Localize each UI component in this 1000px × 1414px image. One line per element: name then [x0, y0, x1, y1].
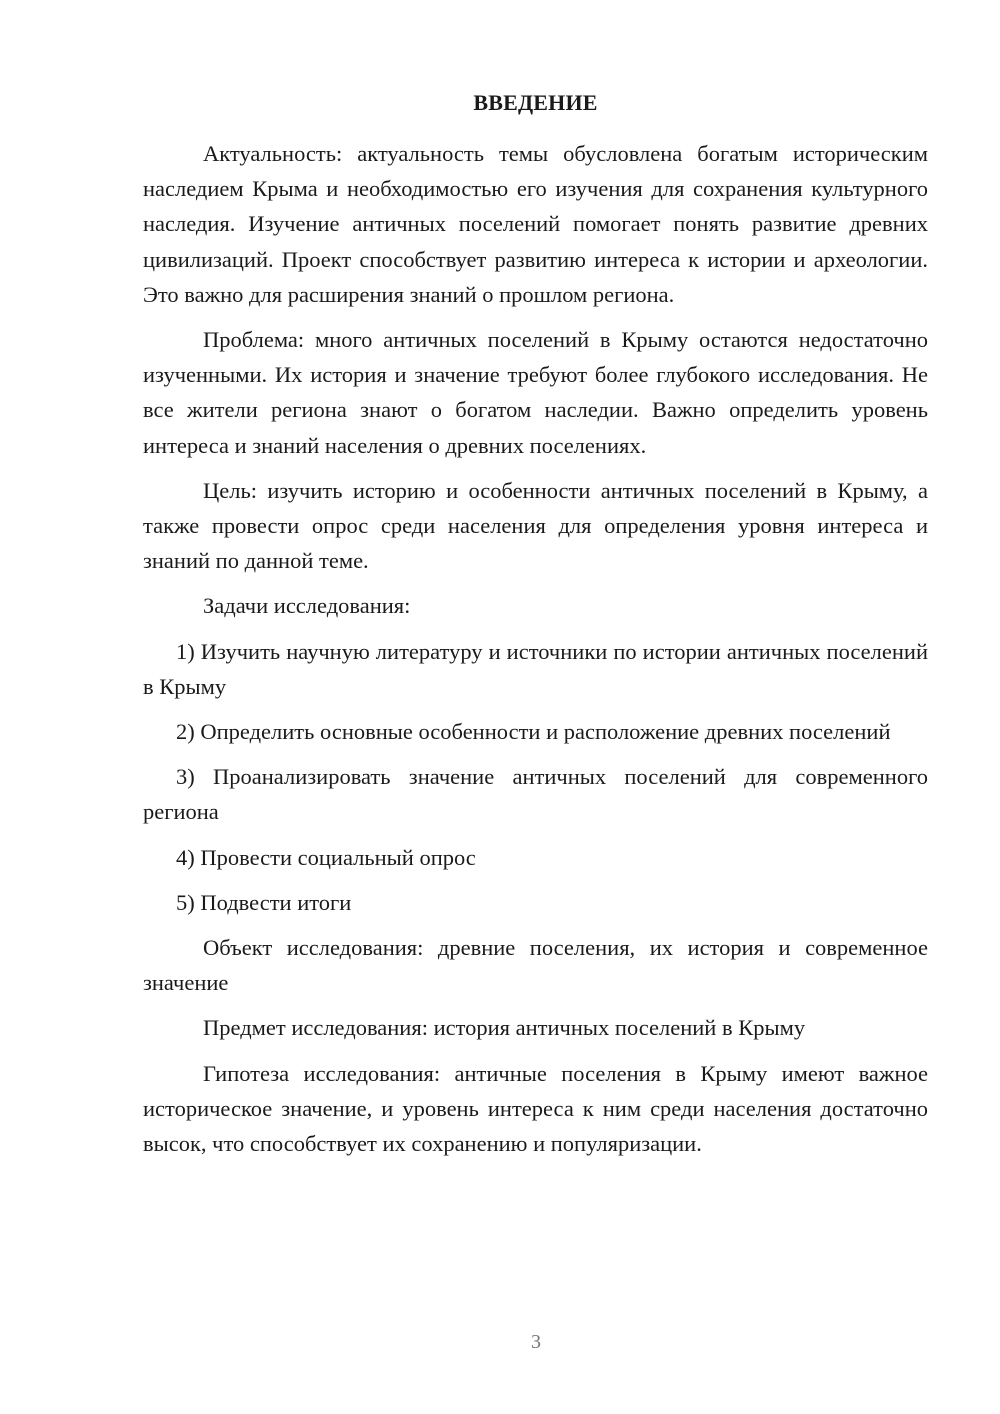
tasks-heading: Задачи исследования:: [203, 593, 411, 619]
object-paragraph: Объект исследования: древние поселения, их история и современное значение: [143, 935, 928, 996]
subject-paragraph: Предмет исследования: история античных поселений в Крыму: [203, 1015, 806, 1041]
task-item: 2) Определить основные особенности и расположение древних поселений: [176, 719, 891, 745]
task-item: 1) Изучить научную литературу и источники по истории античных поселений в Крыму: [143, 638, 928, 699]
problem-paragraph: Проблема: много античных поселений в Крыму остаются недостаточно изученными. Их история и значение требуют более глубокого исследования. Не все жители региона знают о богатом наследии. Важно определить уровень интереса и знаний населения о древних поселениях.: [143, 327, 928, 458]
task-item: 5) Подвести итоги: [176, 889, 352, 915]
page-number: 3: [531, 1331, 541, 1353]
goal-paragraph: Цель: изучить историю и особенности античных поселений в Крыму, а также провести опрос среди населения для определения уровня интереса и знаний по данной теме.: [143, 477, 928, 574]
document-page: [143, 90, 928, 1171]
task-item: 4) Провести социальный опрос: [176, 844, 476, 870]
relevance-paragraph: Актуальность: актуальность темы обусловлена богатым историческим наследием Крыма и необходимостью его изучения для сохранения культурного наследия. Изучение античных поселений помогает понять развитие древних цивилизаций. Проект способствует развитию интереса к истории и археологии. Это важно для расширения знаний о прошлом региона.: [143, 141, 928, 307]
section-title: ВВЕДЕНИЕ: [473, 90, 598, 115]
hypothesis-paragraph: Гипотеза исследования: античные поселения в Крыму имеют важное историческое значение, и уровень интереса к ним среди населения достаточно высок, что способствует их сохранению и популяризации.: [143, 1060, 928, 1157]
task-item: 3) Проанализировать значение античных поселений для современного региона: [143, 764, 928, 825]
